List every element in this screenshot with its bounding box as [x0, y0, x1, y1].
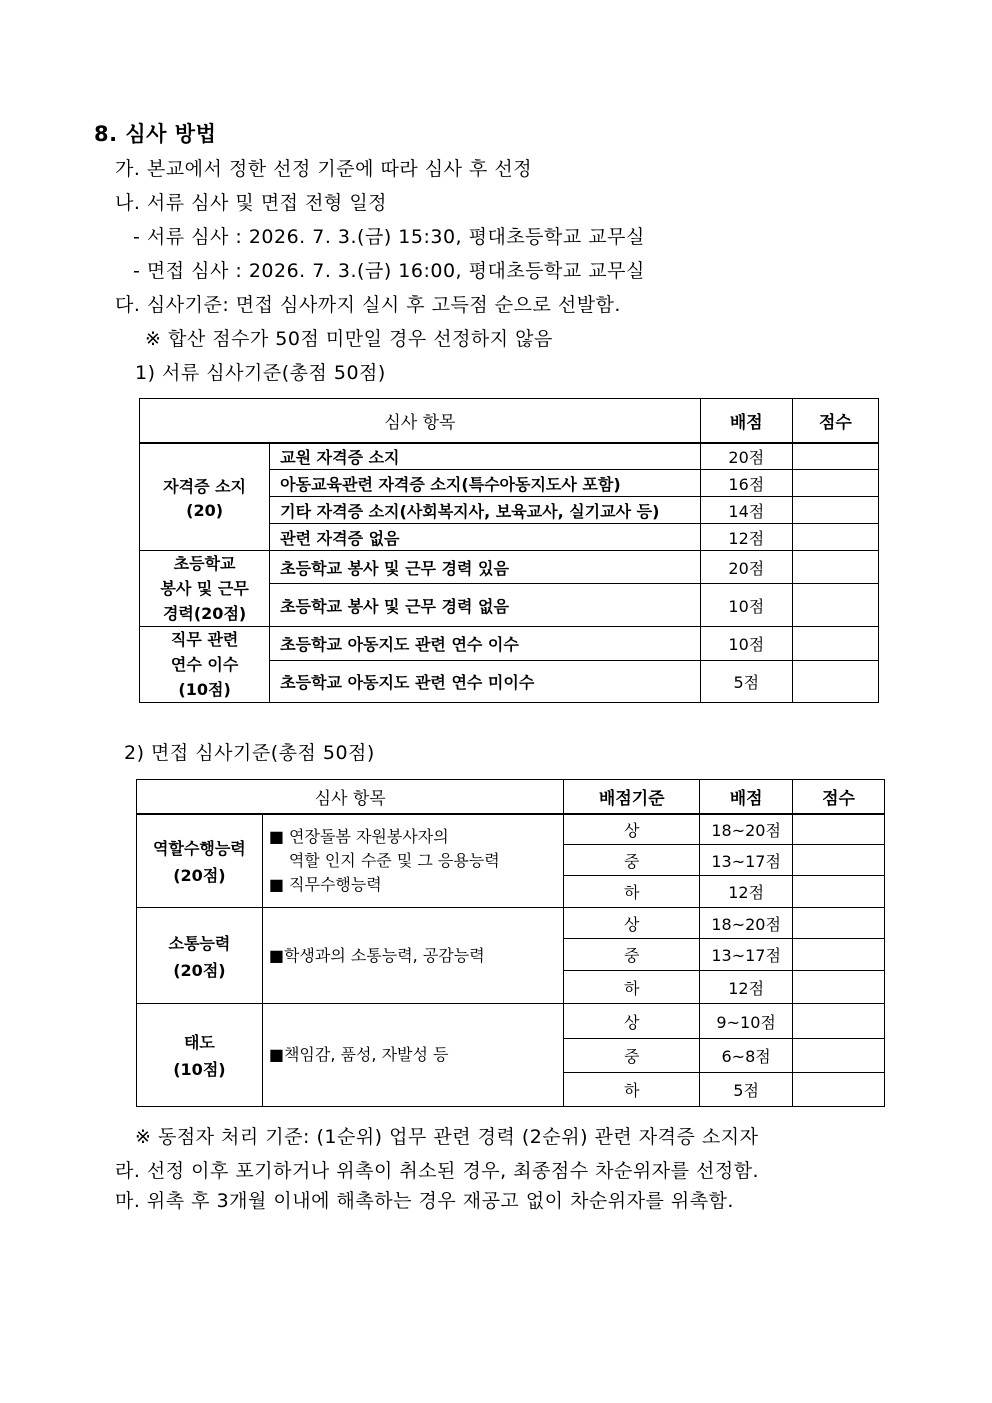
points-cell: 12점 [700, 876, 793, 908]
criteria-item: 기타 자격증 소지(사회복지사, 보육교사, 실기교사 등) [270, 497, 701, 524]
score-cell [793, 876, 885, 908]
group-description [262, 908, 564, 1004]
grade-cell: 중 [564, 939, 700, 971]
grade-cell: 상 [564, 814, 700, 845]
header-score: 점수 [793, 780, 885, 814]
points-cell: 18~20점 [700, 814, 793, 845]
header-item: 심사 항목 [140, 399, 701, 443]
group-label-line: (10점) [173, 1060, 226, 1079]
score-cell [792, 470, 878, 497]
group-label-line: (20) [186, 500, 224, 520]
criteria-points: 10점 [700, 584, 792, 627]
grade-cell: 하 [564, 1073, 700, 1107]
subtitle-document-criteria: 1) 서류 심사기준(총점 50점) [135, 362, 386, 384]
desc-line: 역할 인지 수준 및 그 응용능력 [288, 850, 500, 870]
points-cell: 18~20점 [700, 908, 793, 939]
score-cell [793, 814, 885, 845]
criteria-points: 10점 [700, 627, 792, 661]
score-cell [792, 584, 878, 627]
points-cell: 13~17점 [700, 845, 793, 876]
criteria-points: 5점 [700, 661, 792, 703]
group-label-line: 태도 [183, 1033, 215, 1052]
item-ga: 가. 본교에서 정한 선정 기준에 따라 심사 후 선정 [115, 158, 533, 180]
points-cell: 13~17점 [700, 939, 793, 971]
points-cell: 5점 [700, 1073, 793, 1107]
group-label-line: 초등학교 [173, 554, 236, 573]
criteria-item: 초등학교 아동지도 관련 연수 미이수 [270, 661, 701, 703]
criteria-item: 초등학교 봉사 및 근무 경력 없음 [270, 584, 701, 627]
grade-cell: 하 [564, 971, 700, 1004]
interview-criteria-table [136, 779, 885, 1107]
group-label-line: 소통능력 [168, 933, 231, 953]
points-cell: 9~10점 [700, 1004, 793, 1039]
group-label-line: 직무 관련 [170, 630, 239, 649]
score-cell [792, 443, 878, 470]
points-cell: 6~8점 [700, 1039, 793, 1073]
note-minimum-score: ※ 합산 점수가 50점 미만일 경우 선정하지 않음 [145, 328, 553, 350]
group-label-line: 봉사 및 근무 [160, 579, 249, 598]
score-cell [793, 1039, 885, 1073]
group-label [140, 551, 270, 627]
desc-line: ■ 직무수행능력 [268, 874, 382, 894]
grade-cell: 중 [564, 1039, 700, 1073]
item-na: 나. 서류 심사 및 면접 전형 일정 [115, 192, 388, 214]
score-cell [792, 627, 878, 661]
group-label [137, 1004, 263, 1107]
criteria-item: 초등학교 봉사 및 근무 경력 있음 [270, 551, 701, 584]
schedule-document: - 서류 심사 : 2026. 7. 3.(금) 15:30, 평대초등학교 교무실 [133, 226, 645, 248]
grade-cell: 중 [564, 845, 700, 876]
group-label-line: (20점) [173, 960, 226, 980]
desc-line: ■ 연장돌봄 자원봉사자의 [268, 826, 449, 846]
group-label [140, 627, 270, 703]
item-da: 다. 심사기준: 면접 심사까지 실시 후 고득점 순으로 선발함. [115, 294, 621, 316]
note-tie-break: ※ 동점자 처리 기준: (1순위) 업무 관련 경력 (2순위) 관련 자격증 소지자 [135, 1126, 759, 1148]
points-cell: 12점 [700, 971, 793, 1004]
group-label-line: 경력(20점) [162, 604, 247, 623]
item-ra: 라. 선정 이후 포기하거나 위촉이 취소된 경우, 최종점수 차순위자를 선정함. [115, 1160, 760, 1182]
score-cell [793, 1073, 885, 1107]
score-cell [792, 551, 878, 584]
criteria-points: 20점 [700, 551, 792, 584]
group-label-line: 역할수행능력 [153, 838, 246, 858]
criteria-points: 14점 [700, 497, 792, 524]
score-cell [793, 908, 885, 939]
grade-cell: 하 [564, 876, 700, 908]
subtitle-interview-criteria: 2) 면접 심사기준(총점 50점) [124, 742, 375, 764]
schedule-interview: - 면접 심사 : 2026. 7. 3.(금) 16:00, 평대초등학교 교무실 [133, 260, 645, 282]
header-points: 배점 [700, 780, 793, 814]
section-title: 8. 심사 방법 [94, 122, 217, 146]
score-cell [793, 939, 885, 971]
group-label-line: (20점) [173, 865, 226, 885]
header-item: 심사 항목 [137, 780, 564, 814]
group-label-line: 자격증 소지 [163, 476, 247, 496]
header-criteria: 배점기준 [564, 780, 700, 814]
grade-cell: 상 [564, 908, 700, 939]
score-cell [792, 661, 878, 703]
grade-cell: 상 [564, 1004, 700, 1039]
score-cell [793, 1004, 885, 1039]
score-cell [793, 971, 885, 1004]
score-cell [793, 845, 885, 876]
desc-line: ■책임감, 품성, 자발성 등 [268, 1045, 449, 1064]
score-cell [792, 497, 878, 524]
group-description [262, 1004, 564, 1107]
criteria-item: 아동교육관련 자격증 소지(특수아동지도사 포함) [270, 470, 701, 497]
group-label-line: 연수 이수 [170, 655, 239, 674]
criteria-item: 초등학교 아동지도 관련 연수 이수 [270, 627, 701, 661]
group-description [262, 814, 564, 908]
group-label-line: (10점) [178, 680, 231, 699]
group-label [137, 814, 263, 908]
criteria-points: 20점 [700, 443, 792, 470]
group-label [140, 443, 270, 551]
score-cell [792, 524, 878, 551]
document-criteria-table [139, 398, 879, 703]
header-points: 배점 [700, 399, 792, 443]
desc-line: ■학생과의 소통능력, 공감능력 [268, 945, 485, 965]
group-label [137, 908, 263, 1004]
criteria-points: 16점 [700, 470, 792, 497]
item-ma: 마. 위촉 후 3개월 이내에 해촉하는 경우 재공고 없이 차순위자를 위촉함. [115, 1190, 734, 1212]
header-score: 점수 [792, 399, 878, 443]
criteria-points: 12점 [700, 524, 792, 551]
criteria-item: 교원 자격증 소지 [270, 443, 701, 470]
criteria-item: 관련 자격증 없음 [270, 524, 701, 551]
